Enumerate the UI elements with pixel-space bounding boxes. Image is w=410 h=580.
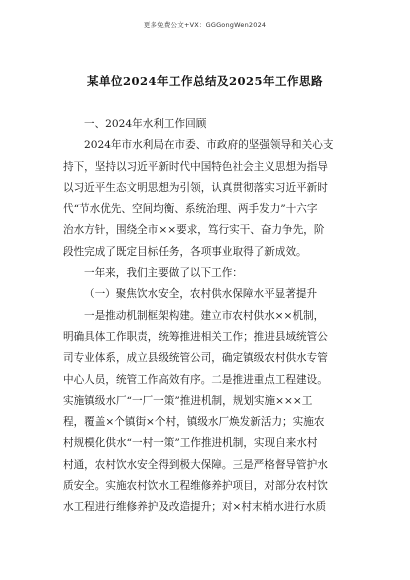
paragraph-line: 2024年市水利局在市委、市政府的坚强领导和关心支 (84, 139, 334, 152)
paragraph-line: 水工程进行维修养护及改造提升；对×村末梢水进行水质 (63, 501, 327, 514)
paragraph-line: 治水方针，围绕全市××要求，笃行实干、奋力争先，阶 (63, 224, 325, 237)
subsection-heading: （一）聚焦饮水安全，农村供水保障水平显著提升 (84, 288, 318, 301)
paragraph-line: 质安全。实施农村饮水工程维修养护项目，对部分农村饮 (63, 480, 328, 493)
paragraph-line: 实施镇级水厂“一厂一策”推进机制，规划实施×××工 (63, 394, 313, 407)
paragraph-line: 代“节水优先、空间均衡、系统治理、两手发力”十六字 (63, 203, 318, 216)
document-title: 某单位2024年工作总结及2025年工作思路 (86, 74, 323, 88)
paragraph-line: 以习近平生态文明思想为引领，认真贯彻落实习近平新时 (63, 181, 328, 194)
paragraph-line: 村通，农村饮水安全得到极大保障。三是严格督导管护水 (63, 458, 328, 471)
paragraph-line: 程，覆盖×个镇街×个村，镇级水厂焕发新活力；实施农 (63, 416, 325, 429)
paragraph-line: 村规模化供水“一村一策”工作推进机制，实现自来水村 (63, 437, 318, 450)
paragraph-line: 一是推动机制框架构建。建立市农村供水××机制， (84, 309, 325, 322)
paragraph-line: 一年来，我们主要做了以下工作： (84, 267, 243, 280)
paragraph-line: 明确具体工作职责，统筹推进相关工作；推进县域统管公 (63, 330, 328, 343)
paragraph-line: 中心人员，统管工作高效有序。二是推进重点工程建设。 (63, 373, 328, 386)
header-note: 更多免费公文+VX：GGGongWen2024 (143, 21, 267, 29)
paragraph-line: 段性完成了既定目标任务，各项事业取得了新成效。 (63, 245, 307, 258)
paragraph-line: 司专业体系，成立县级统管公司，确定镇级农村供水专管 (63, 352, 328, 365)
section-heading: 一、2024年水利工作回顾 (84, 118, 207, 130)
document-body (63, 114, 353, 519)
paragraph-line: 持下，坚持以习近平新时代中国特色社会主义思想为指导 (63, 160, 328, 173)
